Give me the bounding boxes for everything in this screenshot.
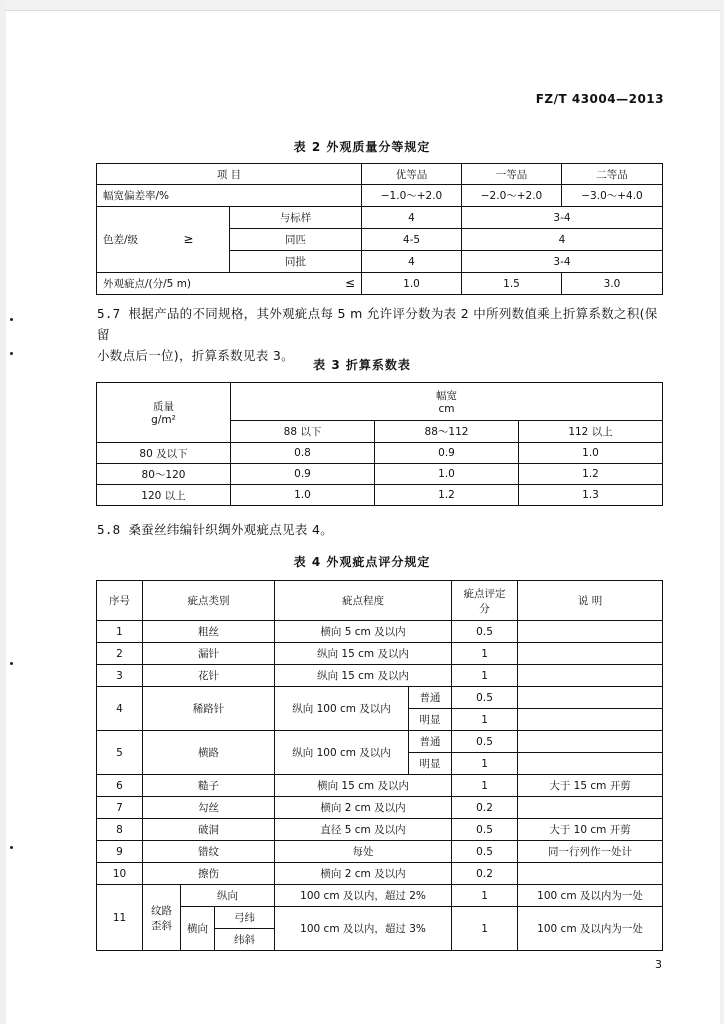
- row-type: 错纹: [143, 841, 275, 863]
- row-type: 破洞: [143, 819, 275, 841]
- width-col-3: 112 以上: [519, 421, 663, 443]
- defect-g3: 3.0: [562, 273, 663, 295]
- row-degree: 纵向 100 cm 及以内: [275, 731, 409, 775]
- table2-head-grade1: 优等品: [362, 164, 462, 185]
- row-type: 糙子: [143, 775, 275, 797]
- table4-row-11b: [97, 907, 663, 929]
- table2-caption: 表 2 外观质量分等规定: [293, 140, 431, 154]
- scan-top-edge: [0, 0, 724, 11]
- table2-color-row: [97, 207, 663, 229]
- color-sub-label: 同匹: [230, 229, 362, 251]
- table4-row: [97, 863, 663, 885]
- row-score: 1: [452, 643, 518, 665]
- table4-caption: 表 4 外观疵点评分规定: [293, 555, 431, 569]
- row-score: 1: [452, 665, 518, 687]
- head-note: 说 明: [518, 581, 663, 621]
- clause-5-8-number: 5.8: [97, 522, 121, 537]
- factor-value: 0.9: [375, 443, 519, 464]
- table4-row: [97, 841, 663, 863]
- row-degree: 横向 2 cm 及以内: [275, 863, 452, 885]
- row11-vertical-label: 纵向: [181, 885, 275, 907]
- mass-value: 80～120: [97, 464, 231, 485]
- table3-caption: 表 3 折算系数表: [313, 358, 411, 372]
- head-score-line1: 疵点评定: [463, 587, 506, 600]
- defect-label-cell: [97, 273, 362, 295]
- row11-horizontal-label: 横向: [181, 907, 215, 951]
- row-degree: 横向 5 cm 及以内: [275, 621, 452, 643]
- row-type: 稀路针: [143, 687, 275, 731]
- clause-5-8: [97, 519, 665, 540]
- row-note: [518, 731, 663, 753]
- factor-value: 1.0: [519, 443, 663, 464]
- row11-type-cell: [143, 885, 181, 951]
- color-g23: 3-4: [462, 251, 663, 273]
- width-deviation-g2: −2.0～+2.0: [462, 185, 562, 207]
- width-deviation-label: 幅宽偏差率/%: [97, 185, 362, 207]
- color-g1: 4: [362, 251, 462, 273]
- row-type: 勾丝: [143, 797, 275, 819]
- row-score: 0.2: [452, 797, 518, 819]
- row-note: [518, 753, 663, 775]
- head-degree: 疵点程度: [275, 581, 452, 621]
- row-no: 11: [97, 885, 143, 951]
- width-deviation-g1: −1.0～+2.0: [362, 185, 462, 207]
- row-score: 0.5: [452, 687, 518, 709]
- color-g1: 4: [362, 207, 462, 229]
- row-level: 明显: [409, 709, 452, 731]
- row-note: 同一行列作一处计: [518, 841, 663, 863]
- row-no: 8: [97, 819, 143, 841]
- row-no: 7: [97, 797, 143, 819]
- row-score: 0.5: [452, 819, 518, 841]
- defect-sign: ≤: [344, 276, 355, 290]
- row-note: [518, 621, 663, 643]
- row-degree: 每处: [275, 841, 452, 863]
- table2-width-row: [97, 185, 663, 207]
- table4-header-row: [97, 581, 663, 621]
- defect-label: 外观疵点/(分/5 m): [103, 278, 192, 290]
- row-type: 横路: [143, 731, 275, 775]
- color-sub-label: 同批: [230, 251, 362, 273]
- factor-value: 1.2: [375, 485, 519, 506]
- row-type: 擦伤: [143, 863, 275, 885]
- clause-5-8-text: 桑蚕丝纬编针织绸外观疵点见表 4。: [128, 522, 334, 537]
- row-level: 普通: [409, 731, 452, 753]
- width-deviation-g3: −3.0～+4.0: [562, 185, 663, 207]
- row-note: [518, 797, 663, 819]
- table4-row: [97, 775, 663, 797]
- row-note: [518, 665, 663, 687]
- row-degree: 纵向 15 cm 及以内: [275, 665, 452, 687]
- row-note: [518, 687, 663, 709]
- table4-row: [97, 731, 663, 753]
- table4-defect-scoring: [96, 580, 663, 951]
- row-degree: 纵向 100 cm 及以内: [275, 687, 409, 731]
- row-note: [518, 709, 663, 731]
- row-degree: 纵向 15 cm 及以内: [275, 643, 452, 665]
- row-score: 0.5: [452, 621, 518, 643]
- table3-row: [97, 443, 663, 464]
- color-g1: 4-5: [362, 229, 462, 251]
- factor-value: 1.0: [375, 464, 519, 485]
- row11-horizontal-sub1: 弓纬: [215, 907, 275, 929]
- factor-value: 0.9: [231, 464, 375, 485]
- factor-value: 1.0: [231, 485, 375, 506]
- row-score: 0.5: [452, 841, 518, 863]
- head-type: 疵点类别: [143, 581, 275, 621]
- row11-horizontal-note: 100 cm 及以内为一处: [518, 907, 663, 951]
- row-degree: 横向 15 cm 及以内: [275, 775, 452, 797]
- table2-head-item: 项 目: [97, 164, 362, 185]
- page-number: 3: [655, 958, 662, 971]
- mass-header-cell: [97, 383, 231, 443]
- row-degree: 横向 2 cm 及以内: [275, 797, 452, 819]
- row-no: 10: [97, 863, 143, 885]
- width-col-1: 88 以下: [231, 421, 375, 443]
- color-diff-sign: ≥: [183, 232, 194, 246]
- head-score-line2: 分: [479, 602, 490, 615]
- factor-value: 1.2: [519, 464, 663, 485]
- row-no: 3: [97, 665, 143, 687]
- color-sub-label: 与标样: [230, 207, 362, 229]
- color-g23: 4: [462, 229, 663, 251]
- row-score: 0.5: [452, 731, 518, 753]
- mass-value: 120 以上: [97, 485, 231, 506]
- row-no: 5: [97, 731, 143, 775]
- width-header-cell: [231, 383, 663, 421]
- table3-row: [97, 485, 663, 506]
- width-label: 幅宽: [436, 390, 458, 402]
- row-score: 1: [452, 753, 518, 775]
- row-type: 漏针: [143, 643, 275, 665]
- table3-conversion-factors: [96, 382, 663, 506]
- table2-defect-row: [97, 273, 663, 295]
- table4-row: [97, 819, 663, 841]
- mass-label: 质量: [153, 401, 174, 413]
- factor-value: 1.3: [519, 485, 663, 506]
- table4-row: [97, 643, 663, 665]
- table4-row-11: [97, 885, 663, 907]
- table4-row: [97, 797, 663, 819]
- row11-horizontal-score: 1: [452, 907, 518, 951]
- factor-value: 0.8: [231, 443, 375, 464]
- table4-row: [97, 621, 663, 643]
- table2-head-grade3: 二等品: [562, 164, 663, 185]
- scan-speck: [10, 846, 13, 849]
- color-diff-label: 色差/级: [103, 234, 139, 246]
- row-no: 2: [97, 643, 143, 665]
- row-note: 大于 10 cm 开剪: [518, 819, 663, 841]
- defect-g1: 1.0: [362, 273, 462, 295]
- row-no: 1: [97, 621, 143, 643]
- row11-vertical-score: 1: [452, 885, 518, 907]
- row-note: [518, 863, 663, 885]
- row-type: 花针: [143, 665, 275, 687]
- width-col-2: 88～112: [375, 421, 519, 443]
- row-note: [518, 643, 663, 665]
- table2-header-row: [97, 164, 663, 185]
- clause-5-7-number: 5.7: [97, 306, 121, 321]
- table3-header-row: [97, 383, 663, 421]
- row-no: 6: [97, 775, 143, 797]
- row-note: 大于 15 cm 开剪: [518, 775, 663, 797]
- row11-horizontal-sub2: 纬斜: [215, 929, 275, 951]
- scan-speck: [10, 318, 13, 321]
- defect-g2: 1.5: [462, 273, 562, 295]
- row-score: 1: [452, 709, 518, 731]
- row11-vertical-degree: 100 cm 及以内，超过 2%: [275, 885, 452, 907]
- scan-speck: [10, 352, 13, 355]
- color-diff-label-cell: [97, 207, 230, 273]
- table3-row: [97, 464, 663, 485]
- table4-row: [97, 687, 663, 709]
- row-level: 明显: [409, 753, 452, 775]
- row11-type-line2: 歪斜: [151, 919, 172, 932]
- row11-vertical-note: 100 cm 及以内为一处: [518, 885, 663, 907]
- row11-horizontal-degree: 100 cm 及以内，超过 3%: [275, 907, 452, 951]
- head-score-cell: [452, 581, 518, 621]
- mass-value: 80 及以下: [97, 443, 231, 464]
- standard-code: FZ/T 43004—2013: [535, 92, 664, 106]
- mass-unit: g/m²: [151, 414, 176, 426]
- row-degree: 直径 5 cm 及以内: [275, 819, 452, 841]
- table2-head-grade2: 一等品: [462, 164, 562, 185]
- table4-row: [97, 665, 663, 687]
- scan-speck: [10, 662, 13, 665]
- table2-appearance-grading: [96, 163, 663, 295]
- row-no: 9: [97, 841, 143, 863]
- clause-5-7-line1: [97, 303, 665, 345]
- row-score: 1: [452, 775, 518, 797]
- row-level: 普通: [409, 687, 452, 709]
- row-score: 0.2: [452, 863, 518, 885]
- clause-5-7-line2: 小数点后一位)，折算系数见表 3。: [97, 348, 294, 363]
- row11-type-line1: 纹路: [151, 904, 172, 917]
- width-unit: cm: [438, 403, 455, 415]
- color-g23: 3-4: [462, 207, 663, 229]
- row-no: 4: [97, 687, 143, 731]
- row-type: 粗丝: [143, 621, 275, 643]
- clause-5-7-text: 根据产品的不同规格，其外观疵点每 5 m 允许评分数为表 2 中所列数值乘上折算系数之积(保留: [97, 306, 658, 342]
- head-no: 序号: [97, 581, 143, 621]
